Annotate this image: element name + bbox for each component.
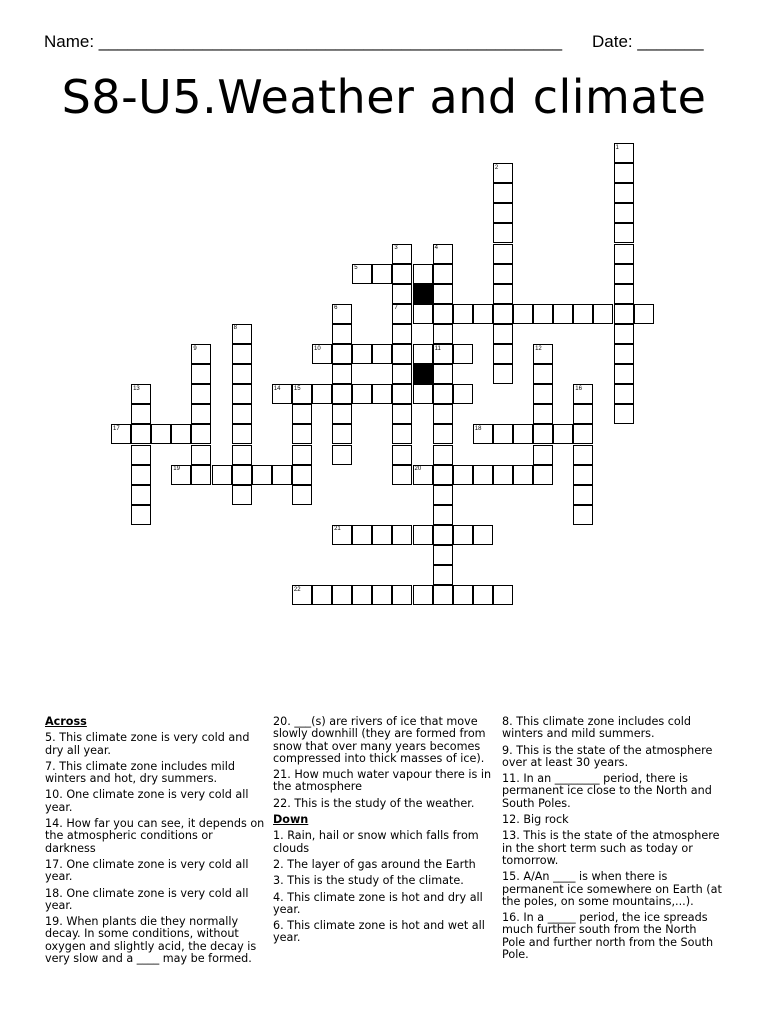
grid-cell[interactable] [433,324,453,344]
grid-cell[interactable] [433,465,453,485]
grid-cell[interactable] [453,304,473,324]
grid-cell[interactable] [614,324,634,344]
grid-cell[interactable] [433,424,453,444]
grid-cell[interactable] [614,183,634,203]
grid-cell[interactable] [433,565,453,585]
grid-cell[interactable] [573,404,593,424]
clue-number-label: 15 [293,385,301,392]
clue-number-label: 6 [334,305,338,312]
clue-across-22: 22. This is the study of the weather. [273,796,475,810]
grid-cell[interactable] [191,404,211,424]
grid-cell[interactable] [614,384,634,404]
grid-cell[interactable] [513,424,533,444]
grid-cell[interactable] [292,445,312,465]
grid-cell[interactable] [232,465,252,485]
grid-cell[interactable] [392,525,412,545]
grid-cell[interactable] [493,585,513,605]
grid-cell[interactable] [533,424,553,444]
grid-cell[interactable] [614,364,634,384]
grid-cell[interactable] [372,264,392,284]
grid-cell[interactable] [493,465,513,485]
clue-number-label: 14 [273,385,281,392]
grid-cell[interactable] [232,344,252,364]
clue-across-20: 20. ___(s) are rivers of ice that move slowly downhill (they are formed from snow that over many years becomes compressed into thick masses of ice). [273,715,486,765]
clue-number-label: 20 [414,466,422,473]
across-heading: Across [45,715,87,728]
clue-down-4: 4. This climate zone is hot and dry all year. [273,890,483,916]
clue-number-label: 22 [293,586,301,593]
clue-across-10: 10. One climate zone is very cold all year. [45,788,249,814]
grid-cell[interactable] [352,585,372,605]
grid-cell[interactable] [392,465,412,485]
grid-cell[interactable] [553,304,573,324]
clue-down-16: 16. In a _____ period, the ice spreads much further south from the North Pole and further north from the South Pole. [502,911,714,962]
grid-cell[interactable] [413,585,433,605]
grid-cell[interactable] [392,445,412,465]
clue-number-label: 8 [233,325,237,332]
grid-cell[interactable] [614,244,634,264]
clue-across-14: 14. How far you can see, it depends on the atmospheric conditions or darkness [45,817,265,855]
clue-down-12: 12. Big rock [502,813,569,827]
grid-cell[interactable] [493,244,513,264]
grid-cell[interactable] [413,525,433,545]
grid-cell[interactable] [614,203,634,223]
grid-cell[interactable] [573,304,593,324]
grid-cell[interactable] [473,525,493,545]
grid-cell[interactable] [372,525,392,545]
grid-cell[interactable] [614,223,634,243]
clue-number-label: 18 [474,425,482,432]
grid-cell[interactable] [232,485,252,505]
clues-column-3 [502,716,722,965]
grid-cell[interactable] [151,424,171,444]
clue-across-19: 19. When plants die they normally decay. In some conditions, without oxygen and slightly acid, the decay is very slow and a ____ may be formed. [45,915,257,966]
grid-cell[interactable] [392,404,412,424]
grid-cell[interactable] [433,525,453,545]
grid-cell[interactable] [191,384,211,404]
clue-number-label: 21 [334,526,341,533]
clue-down-8: 8. This climate zone includes cold winters and mild summers. [502,715,691,741]
grid-cell[interactable] [433,404,453,424]
grid-cell[interactable] [292,465,312,485]
grid-cell[interactable] [191,445,211,465]
grid-cell[interactable] [614,163,634,183]
grid-cell[interactable] [131,404,151,424]
grid-cell[interactable] [473,585,493,605]
grid-cell[interactable] [292,485,312,505]
grid-cell[interactable] [413,344,433,364]
grid-cell[interactable] [433,284,453,304]
grid-cell[interactable] [533,364,553,384]
grid-cell[interactable] [372,585,392,605]
grid-cell[interactable] [392,384,412,404]
grid-cell[interactable] [131,445,151,465]
grid-cell[interactable] [312,384,332,404]
grid-cell[interactable] [473,304,493,324]
grid-cell[interactable] [493,364,513,384]
grid-cell[interactable] [191,465,211,485]
grid-cell[interactable] [392,364,412,384]
clue-down-9: 9. This is the state of the atmosphere over at least 30 years. [502,743,713,769]
grid-cell[interactable] [573,505,593,525]
grid-cell[interactable] [392,324,412,344]
clue-number-label: 5 [354,265,358,272]
grid-cell[interactable] [131,465,151,485]
grid-cell[interactable] [433,304,453,324]
grid-cell[interactable] [513,304,533,324]
clue-across-18: 18. One climate zone is very cold all year. [45,886,249,912]
grid-cell[interactable] [593,304,613,324]
grid-cell[interactable] [272,465,292,485]
grid-cell[interactable] [191,364,211,384]
grid-cell[interactable] [533,384,553,404]
grid-cell[interactable] [634,304,654,324]
clue-down-2: 2. The layer of gas around the Earth [273,857,476,871]
grid-cell[interactable] [232,424,252,444]
grid-cell[interactable] [533,304,553,324]
grid-cell[interactable] [292,424,312,444]
grid-cell[interactable] [433,384,453,404]
grid-cell[interactable] [392,424,412,444]
grid-cell[interactable] [614,344,634,364]
grid-cell[interactable] [573,424,593,444]
grid-cell[interactable] [392,284,412,304]
grid-cell[interactable] [332,344,352,364]
grid-cell[interactable] [433,585,453,605]
clue-number-label: 3 [394,245,398,251]
grid-cell[interactable] [352,384,372,404]
date-field-label: Date: _______ [592,32,704,51]
grid-cell[interactable] [433,545,453,565]
grid-cell[interactable] [573,465,593,485]
grid-cell[interactable] [614,264,634,284]
grid-cell[interactable] [473,465,493,485]
grid-cell[interactable] [413,384,433,404]
grid-cell[interactable] [252,465,272,485]
clue-down-6: 6. This climate zone is hot and wet all year. [273,919,485,945]
grid-cell[interactable] [533,465,553,485]
grid-cell[interactable] [131,424,151,444]
grid-cell[interactable] [232,404,252,424]
grid-cell[interactable] [232,384,252,404]
clue-number-label: 9 [193,345,197,352]
grid-cell[interactable] [332,585,352,605]
grid-cell[interactable] [433,485,453,505]
page-title: S8-U5.Weather and climate [61,70,707,124]
grid-cell[interactable] [433,264,453,284]
clue-number-label: 16 [575,385,582,392]
clues-column-1 [45,716,265,969]
clue-down-3: 3. This is the study of the climate. [273,874,464,888]
grid-cell[interactable] [493,203,513,223]
grid-cell[interactable] [332,404,352,424]
grid-cell[interactable] [453,585,473,605]
grid-cell[interactable] [191,424,211,444]
grid-cell[interactable] [614,284,634,304]
clue-across-7: 7. This climate zone includes mild winters and hot, dry summers. [45,759,235,786]
grid-cell[interactable] [533,404,553,424]
grid-cell[interactable] [372,384,392,404]
clue-across-5: 5. This climate zone is very cold and dry all year. [45,731,250,757]
clue-number-label: 11 [434,345,441,352]
grid-cell[interactable] [453,525,473,545]
grid-cell[interactable] [573,485,593,505]
grid-cell[interactable] [352,525,372,545]
grid-cell[interactable] [332,424,352,444]
grid-cell[interactable] [212,465,232,485]
grid-cell[interactable] [493,183,513,203]
grid-cell[interactable] [453,384,473,404]
clues-column-2 [273,716,493,949]
grid-cell[interactable] [493,324,513,344]
grid-cell[interactable] [352,344,372,364]
grid-cell[interactable] [493,424,513,444]
clue-number-label: 12 [535,345,542,352]
grid-cell[interactable] [332,384,352,404]
grid-cell[interactable] [392,585,412,605]
grid-cell[interactable] [332,445,352,465]
grid-cell[interactable] [453,465,473,485]
grid-cell[interactable] [232,364,252,384]
clue-number-label: 13 [133,385,140,392]
grid-cell[interactable] [312,585,332,605]
grid-cell[interactable] [513,465,533,485]
grid-cell[interactable] [614,404,634,424]
grid-cell[interactable] [171,424,191,444]
grid-cell[interactable] [614,304,634,324]
grid-cell[interactable] [392,344,412,364]
clue-across-17: 17. One climate zone is very cold all year. [45,857,249,884]
grid-cell[interactable] [433,364,453,384]
clue-down-15: 15. A/An ____ is when there is permanent ice somewhere on Earth (at the poles, on some mountains,...). [502,870,722,908]
clue-down-11: 11. In an ________ period, there is permanent ice close to the North and South Poles. [502,772,712,810]
clue-number-label: 7 [394,305,398,312]
grid-cell[interactable] [292,404,312,424]
grid-cell[interactable] [392,264,412,284]
grid-cell[interactable] [453,344,473,364]
grid-cell[interactable] [413,304,433,324]
grid-cell[interactable] [413,264,433,284]
clue-down-1: 1. Rain, hail or snow which falls from clouds [273,829,479,855]
clue-number-label: 2 [494,164,499,171]
clue-down-13: 13. This is the state of the atmosphere in the short term such as today or tomorrow. [502,829,720,867]
clue-across-21: 21. How much water vapour there is in the atmosphere [273,768,492,794]
clue-number-label: 17 [113,425,120,432]
grid-cell[interactable] [493,223,513,243]
clue-number-label: 4 [434,245,438,251]
grid-cell[interactable] [573,445,593,465]
grid-cell[interactable] [372,344,392,364]
down-heading: Down [273,813,309,827]
grid-cell[interactable] [332,364,352,384]
grid-cell[interactable] [493,264,513,284]
clue-number-label: 19 [173,466,180,473]
grid-cell[interactable] [553,424,573,444]
grid-cell[interactable] [493,284,513,304]
clue-number-label: 1 [615,144,619,151]
grid-cell[interactable] [493,304,513,324]
grid-cell[interactable] [433,505,453,525]
grid-cell[interactable] [131,505,151,525]
grid-black-cell [413,364,433,384]
grid-cell[interactable] [533,445,553,465]
grid-cell[interactable] [332,324,352,344]
grid-cell[interactable] [493,344,513,364]
clue-number-label: 10 [314,345,321,352]
grid-black-cell [413,284,433,304]
name-field-label: Name: _________________________________________________ [44,32,563,51]
grid-cell[interactable] [232,445,252,465]
grid-cell[interactable] [433,445,453,465]
grid-cell[interactable] [131,485,151,505]
